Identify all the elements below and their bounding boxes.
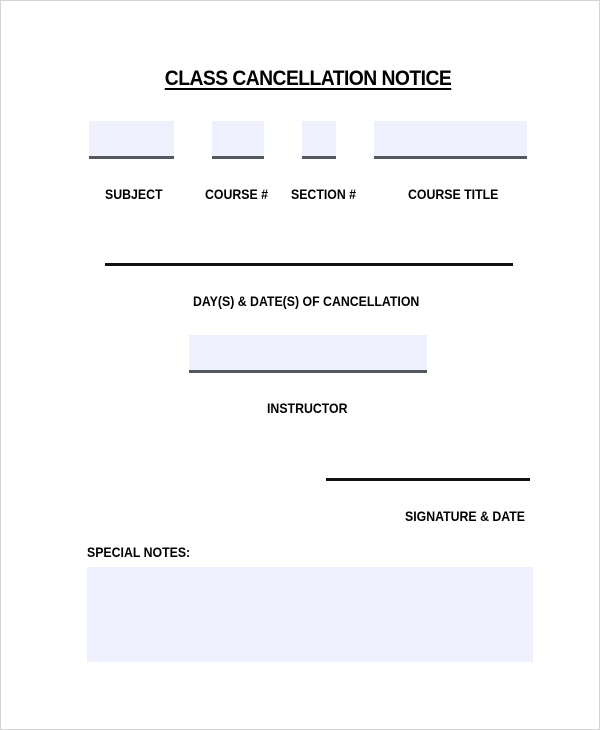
signature-date-line[interactable] [326,478,530,481]
days-dates-label: DAY(S) & DATE(S) OF CANCELLATION [193,293,420,309]
course-number-label: COURSE # [205,186,268,202]
course-number-field-underline [212,156,264,159]
special-notes-label: SPECIAL NOTES: [87,544,191,560]
subject-field-underline [89,156,174,159]
form-title: CLASS CANCELLATION NOTICE [164,67,452,90]
subject-label: SUBJECT [105,186,163,202]
special-notes-field[interactable] [87,567,533,662]
course-title-field[interactable] [374,121,527,157]
section-number-label: SECTION # [291,186,357,202]
course-title-label: COURSE TITLE [408,186,499,202]
instructor-field[interactable] [189,335,427,371]
instructor-label: INSTRUCTOR [267,400,348,416]
course-number-field[interactable] [212,121,264,157]
days-dates-line[interactable] [105,263,513,266]
course-title-field-underline [374,156,527,159]
section-number-field[interactable] [302,121,336,157]
subject-field[interactable] [89,121,174,157]
signature-date-label: SIGNATURE & DATE [405,508,526,524]
instructor-field-underline [189,370,427,373]
section-number-field-underline [302,156,336,159]
